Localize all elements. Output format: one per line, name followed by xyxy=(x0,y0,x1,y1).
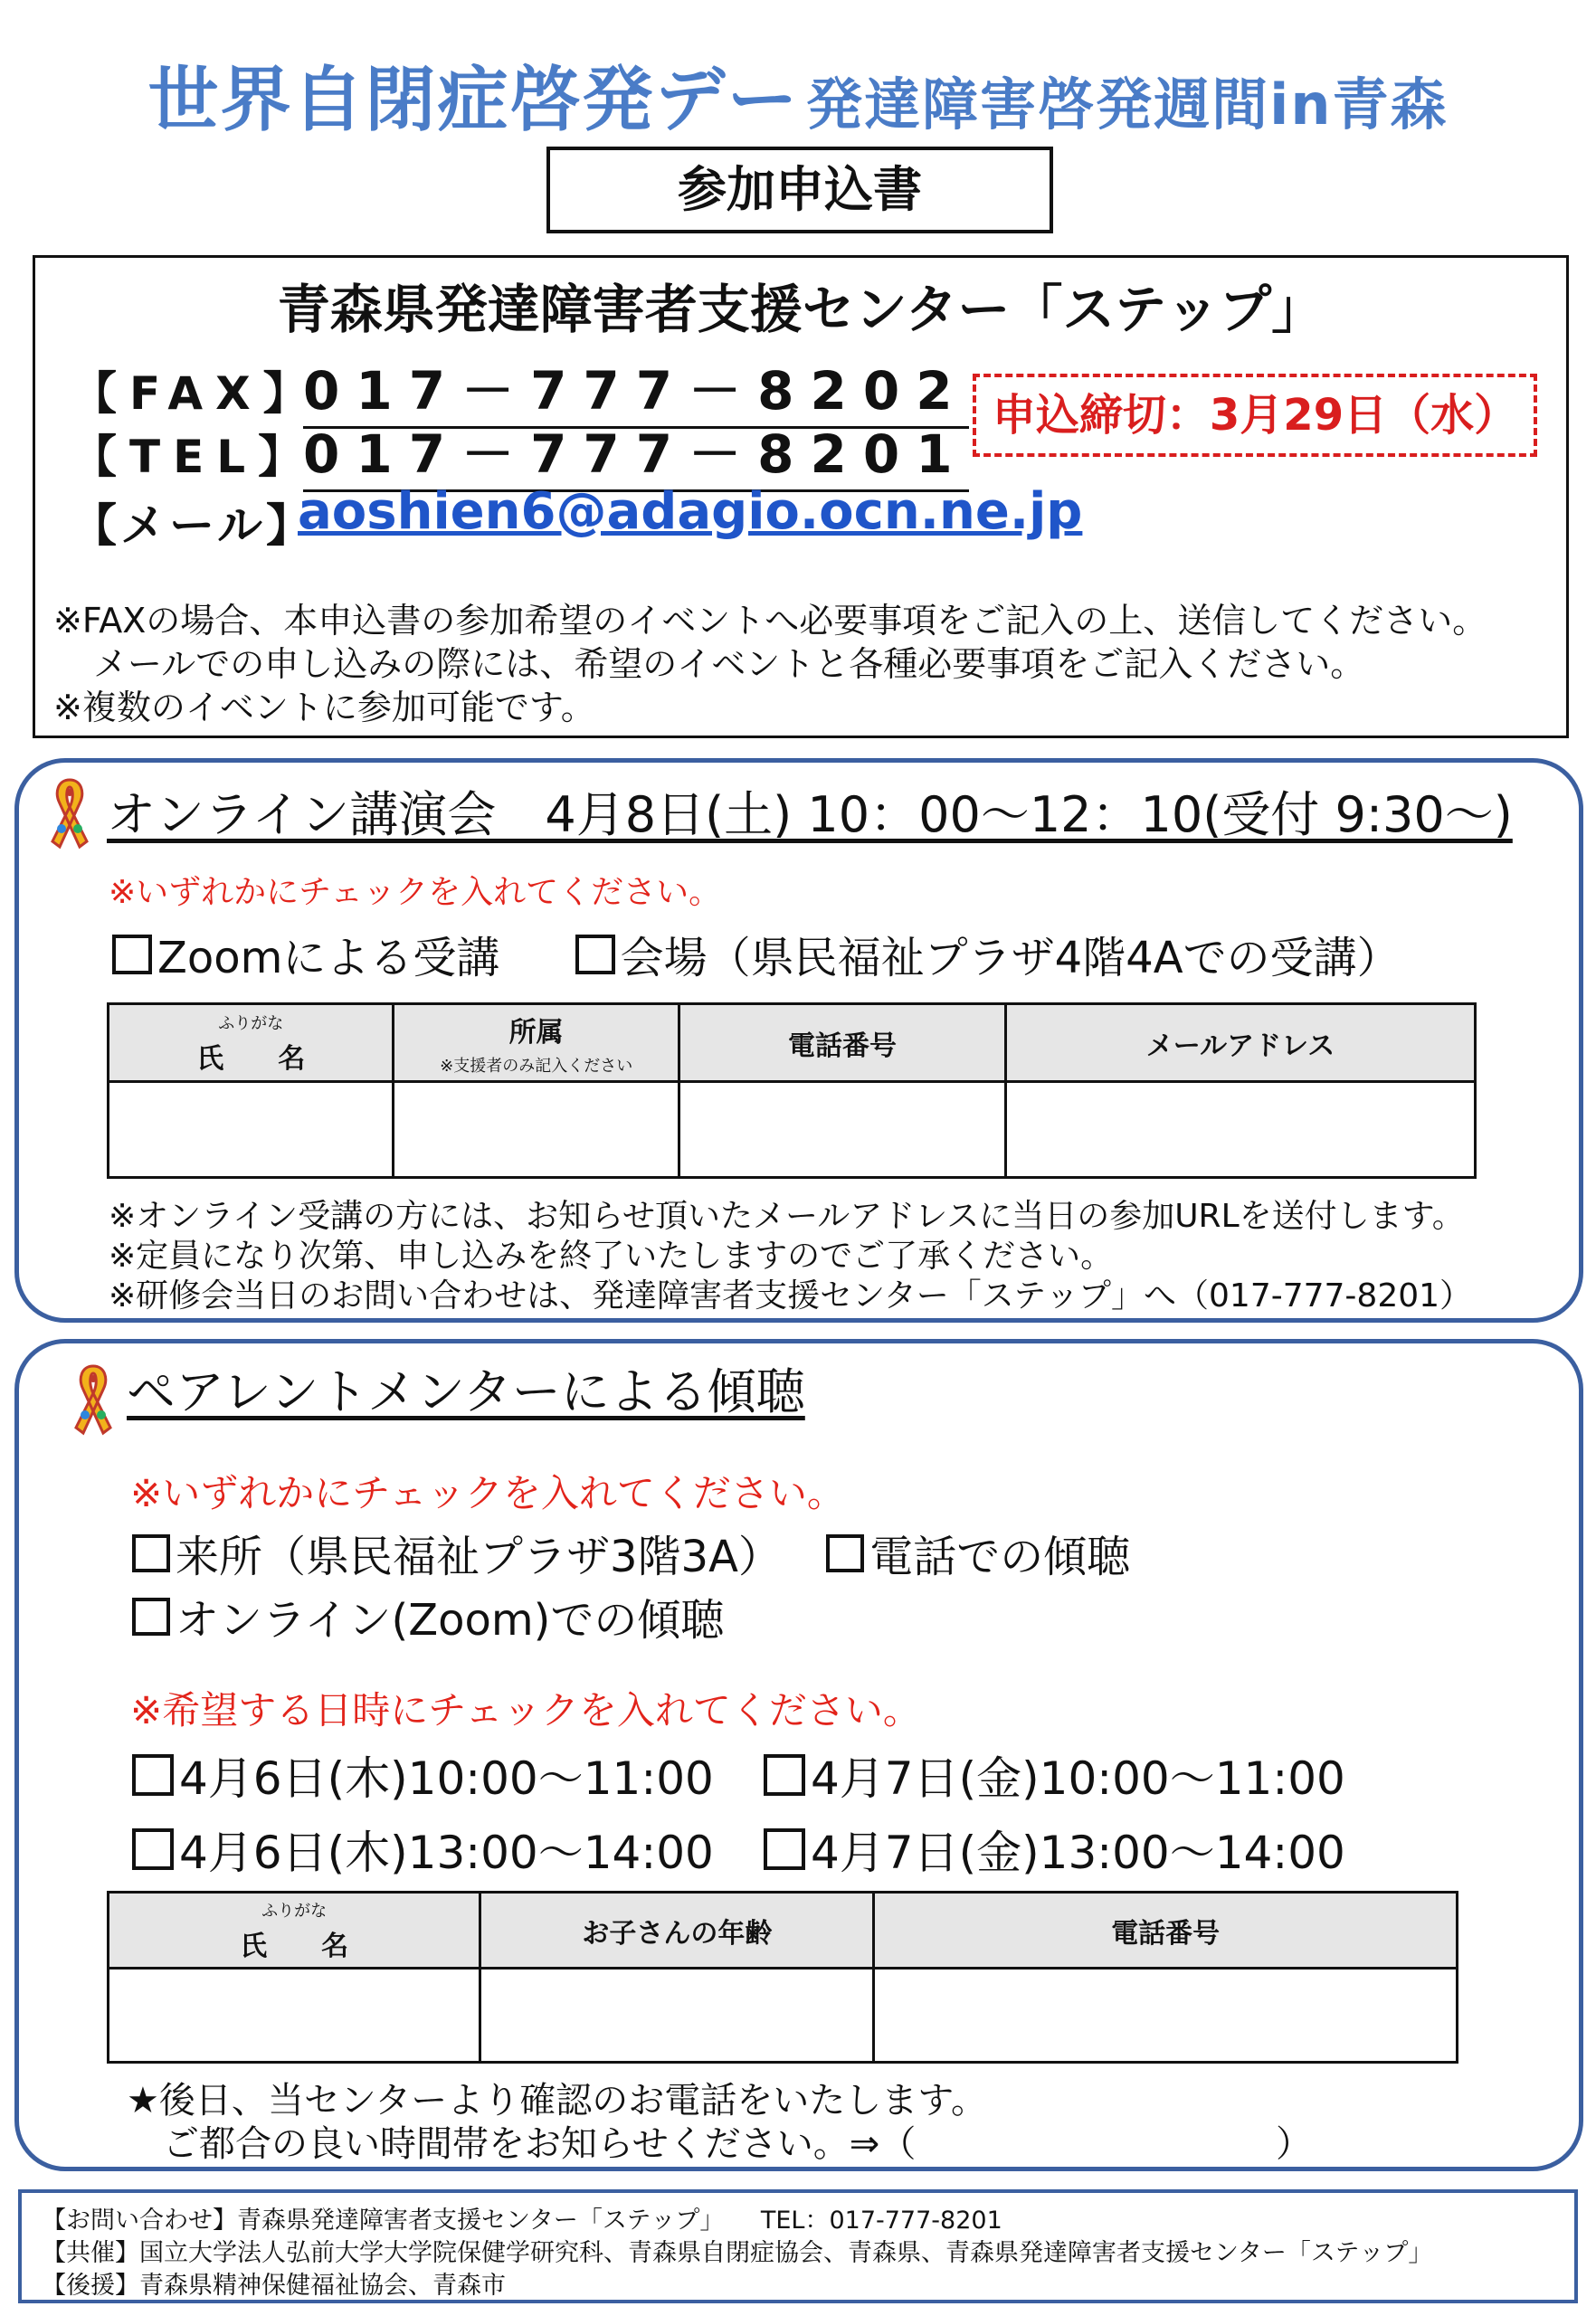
mail-label: 【メール】 xyxy=(71,499,315,552)
mentor-note-1: ★後日、当センターより確認のお電話をいたします。 xyxy=(127,2080,988,2121)
mentor-instruction-2: ※希望する日時にチェックを入れてください。 xyxy=(130,1688,921,1732)
date-option-2[interactable] xyxy=(764,1742,1345,1808)
mentor-note-2: ご都合の良い時間帯をお知らせください。⇒（ xyxy=(163,2123,917,2165)
date-option-3[interactable] xyxy=(132,1817,714,1882)
checkbox-icon[interactable] xyxy=(826,1534,864,1572)
date-label-4: 4月7日(金)13:00～14:00 xyxy=(811,1827,1345,1879)
title-sub: 発達障害啓発週間in青森 xyxy=(806,71,1449,138)
lecture-note-1: ※オンライン受講の方には、お知らせ頂いたメールアドレスに当日の参加URLを送付します。 xyxy=(109,1198,1465,1235)
fax-number: 017－777－8202 xyxy=(303,348,969,429)
option-venue[interactable] xyxy=(575,923,1401,985)
lecture-heading: オンライン講演会 4月8日(土) 10：00～12：10(受付 9:30～) xyxy=(107,786,1513,843)
deadline-badge: 申込締切：3月29日（水） xyxy=(973,374,1537,457)
col-child-age: お子さんの年齢 xyxy=(480,1893,874,1969)
email-link[interactable]: aoshien6@adagio.ocn.ne.jp xyxy=(298,482,1083,541)
fax-label: 【FAX】 xyxy=(71,367,321,420)
option-visit-label: 来所（県民福祉プラザ3階3A） xyxy=(176,1532,782,1582)
tel-number: 017－777－8201 xyxy=(303,412,969,492)
contact-note-1: ※FAXの場合、本申込書の参加希望のイベントへ必要事項をご記入の上、送信してください。 xyxy=(53,601,1487,641)
name-ruby: ふりがな xyxy=(218,1013,284,1033)
mentor-table xyxy=(107,1891,1458,2064)
checkbox-icon[interactable] xyxy=(575,935,615,974)
footer-inquiry: 【お問い合わせ】青森県発達障害者支援センター「ステップ」 TEL：017-777-8201 xyxy=(42,2207,1002,2235)
lecture-note-3: ※研修会当日のお問い合わせは、発達障害者支援センター「ステップ」へ（017-777-8201） xyxy=(109,1277,1473,1315)
checkbox-icon[interactable] xyxy=(764,1754,805,1796)
phone-cell[interactable] xyxy=(874,1969,1458,2063)
name-cell[interactable] xyxy=(109,1082,394,1178)
col-name xyxy=(109,1004,394,1082)
name-cell[interactable] xyxy=(109,1969,480,2063)
footer-support: 【後援】青森県精神保健福祉協会、青森市 xyxy=(42,2272,506,2300)
email-cell[interactable] xyxy=(1006,1082,1476,1178)
mentor-heading: ペアレントメンターによる傾聴 xyxy=(127,1363,805,1420)
mentor-instruction-1: ※いずれかにチェックを入れてください。 xyxy=(130,1471,845,1515)
option-zoom-label: Zoomによる受講 xyxy=(157,933,500,983)
affiliation-note: ※支援者のみ記入ください xyxy=(440,1056,633,1076)
col-phone: 電話番号 xyxy=(679,1004,1005,1082)
name-ruby: ふりがな xyxy=(261,1901,328,1921)
date-option-1[interactable] xyxy=(132,1742,714,1808)
name-header: 氏 名 xyxy=(240,1930,349,1962)
contact-note-2: メールでの申し込みの際には、希望のイベントと各種必要事項をご記入ください。 xyxy=(93,644,1365,684)
date-label-1: 4月6日(木)10:00～11:00 xyxy=(179,1752,714,1805)
date-option-4[interactable] xyxy=(764,1817,1345,1882)
option-phone-label: 電話での傾聴 xyxy=(869,1532,1131,1582)
option-zoom[interactable] xyxy=(112,923,499,985)
mentor-method-row-2 xyxy=(132,1585,724,1647)
date-label-2: 4月7日(金)10:00～11:00 xyxy=(811,1752,1345,1805)
mentor-note-2-close: ） xyxy=(1276,2123,1312,2165)
checkbox-icon[interactable] xyxy=(132,1534,170,1572)
lecture-note-2: ※定員になり次第、申し込みを終了いたしますのでご了承ください。 xyxy=(109,1238,1114,1275)
autism-awareness-ribbon-icon xyxy=(72,1361,114,1438)
phone-cell[interactable] xyxy=(679,1082,1005,1178)
autism-awareness-ribbon-icon xyxy=(49,774,90,852)
table-row xyxy=(109,1082,1476,1178)
page-title xyxy=(0,43,1596,145)
title-main: 世界自閉症啓発デー xyxy=(147,60,800,141)
contact-note-3: ※複数のイベントに参加可能です。 xyxy=(53,688,595,727)
checkbox-icon[interactable] xyxy=(764,1828,805,1870)
footer-cohost: 【共催】国立大学法人弘前大学大学院保健学研究科、青森県自閉症協会、青森県、青森県発達障害者支援センター「ステップ」 xyxy=(42,2239,1433,2267)
col-affiliation xyxy=(394,1004,679,1082)
checkbox-icon[interactable] xyxy=(132,1828,174,1870)
option-phone[interactable] xyxy=(826,1522,1130,1584)
affiliation-header: 所属 xyxy=(508,1016,564,1049)
checkbox-icon[interactable] xyxy=(112,935,152,974)
col-name xyxy=(109,1893,480,1969)
contact-box xyxy=(33,255,1569,738)
child-age-cell[interactable] xyxy=(480,1969,874,2063)
affiliation-cell[interactable] xyxy=(394,1082,679,1178)
name-header: 氏 名 xyxy=(196,1042,306,1075)
lecture-table xyxy=(107,1002,1477,1179)
form-title: 参加申込書 xyxy=(546,147,1053,233)
checkbox-icon[interactable] xyxy=(132,1598,170,1636)
footer-box xyxy=(18,2189,1578,2303)
date-label-3: 4月6日(木)13:00～14:00 xyxy=(179,1827,714,1879)
col-phone: 電話番号 xyxy=(874,1893,1458,1969)
center-name: 青森県発達障害者支援センター「ステップ」 xyxy=(277,279,1325,340)
lecture-instruction: ※いずれかにチェックを入れてください。 xyxy=(109,874,722,911)
lecture-table-header xyxy=(109,1004,1476,1082)
option-venue-label: 会場（県民福祉プラザ4階4Aでの受講） xyxy=(620,933,1401,983)
col-email: メールアドレス xyxy=(1006,1004,1476,1082)
option-online[interactable] xyxy=(132,1585,724,1647)
lecture-options xyxy=(112,923,1401,985)
table-row xyxy=(109,1969,1458,2063)
checkbox-icon[interactable] xyxy=(132,1754,174,1796)
option-online-label: オンライン(Zoom)での傾聴 xyxy=(176,1595,725,1646)
option-visit[interactable] xyxy=(132,1522,782,1584)
tel-label: 【TEL】 xyxy=(71,431,317,483)
mentor-table-header xyxy=(109,1893,1458,1969)
mentor-method-row-1 xyxy=(132,1522,1130,1584)
